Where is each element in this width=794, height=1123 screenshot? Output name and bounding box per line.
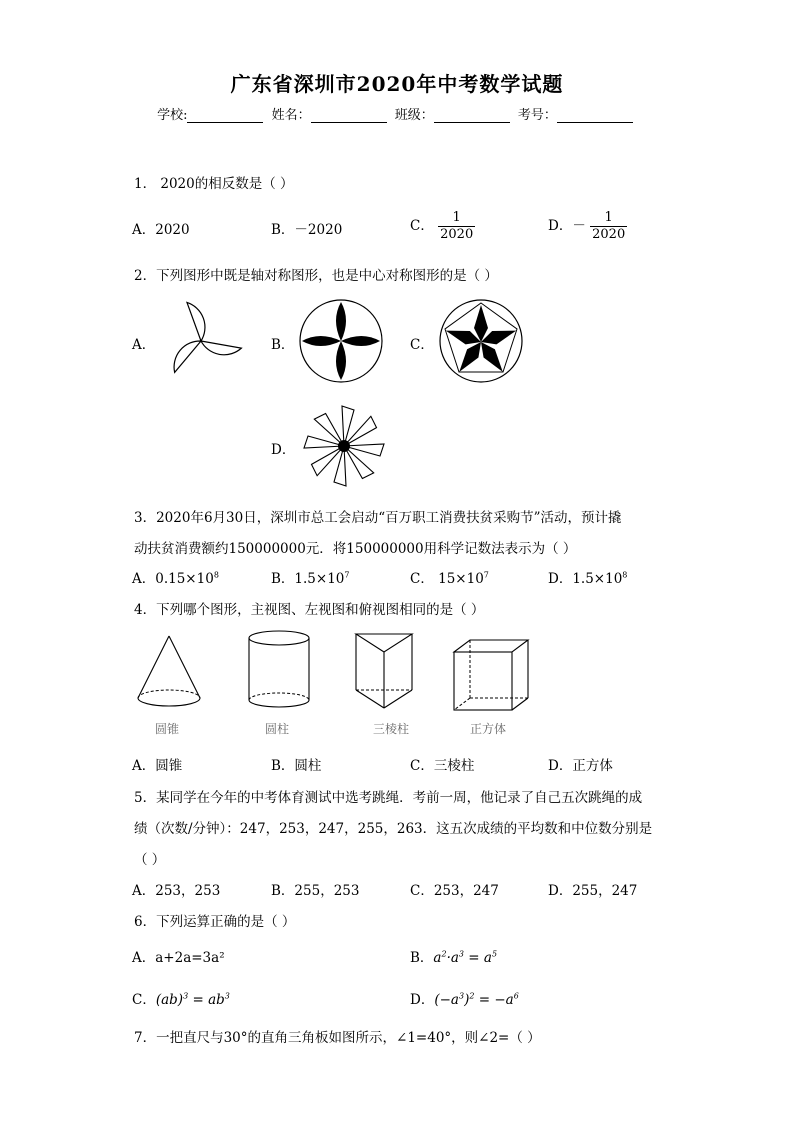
school-blank[interactable] [187,108,263,123]
q4-option-a: A．圆锥 [132,758,183,774]
q1-option-b: B．－2020 [271,222,343,238]
q3-option-c-exponent: 7 [483,570,489,580]
q1-option-a: A．2020 [132,222,190,238]
question-2-stem: 2．下列图形中既是轴对称图形，也是中心对称图形的是（ ） [134,268,498,284]
q1-option-c [410,210,475,243]
page-title: 广东省深圳市2020年中考数学试题 [230,72,564,96]
question-3-line-1: 3．2020年6月30日，深圳市总工会启动“百万职工消费扶贫采购节”活动，预计撬 [134,510,622,526]
question-5-line-2: 绩（次数/分钟）：247，253，247，255，263．这五次成绩的平均数和中位数分别是 [134,821,653,837]
q1-option-c-label: C． [410,218,434,234]
star-circle-figure [438,298,524,384]
student-info-line [0,104,794,123]
q1-option-d [548,210,627,243]
question-3-line-2: 动扶贫消费额约150000000元．将150000000用科学记数法表示为（ ） [134,541,577,557]
q2-option-c: C． [410,337,434,353]
exam-number-label: 考号： [517,108,557,123]
fraction-denominator: 2020 [440,227,474,242]
question-7-stem: 7．一把直尺与30°的直角三角板如图所示，∠1=40°，则∠2=（ ） [134,1030,541,1046]
question-1-stem: 1． 2020的相反数是（ ） [134,176,294,192]
question-5-line-3: （ ） [134,852,166,868]
pinwheel-figure [156,296,246,386]
q3-option-b-exponent: 7 [344,570,350,580]
q6-option-a [132,946,225,966]
q6-option-d-formula: $(-a^3)^2 = -a^6$ [434,991,519,1008]
q4-option-b: B．圆柱 [271,758,322,774]
q5-option-b: B．255，253 [271,883,360,899]
cone-figure [134,632,204,712]
question-4-stem: 4．下列哪个图形，主视图、左视图和俯视图相同的是（ ） [134,602,485,618]
q2-option-b: B． [271,337,295,353]
q6-option-c-formula: $(ab)^3 = ab^3$ [155,991,230,1008]
class-label: 班级： [394,108,434,123]
q3-option-d [548,567,627,587]
q4-option-d: D．正方体 [548,758,613,774]
q3-option-c-text: C． 15×10 [410,571,484,587]
q1-option-d-fraction [590,210,627,243]
cylinder-figure [244,628,314,712]
cube-figure [450,636,532,714]
triangular-prism-figure [352,630,416,714]
q1-option-d-label: D．－ [548,218,586,234]
q5-option-c: C．253，247 [410,883,499,899]
cone-label: 圆锥 [155,722,180,736]
question-5-line-1: 5．某同学在今年的中考体育测试中选考跳绳．考前一周，他记录了自己五次跳绳的成 [134,790,643,806]
q6-option-b-label: B． [410,950,434,966]
q2-option-d: D． [271,442,296,458]
q6-option-a-expression: a+2a=3a² [155,950,225,966]
q3-option-b-text: B．1.5×10 [271,571,345,587]
q6-option-d-label: D． [410,992,435,1008]
q6-option-c [132,988,230,1008]
q4-option-c: C．三棱柱 [410,758,475,774]
fraction-denominator: 2020 [592,227,626,242]
name-blank[interactable] [311,108,387,123]
q1-option-c-fraction [438,210,475,243]
q3-option-a-text: A．0.15×10 [132,571,214,587]
school-label: 学校: [157,108,188,123]
question-6-stem: 6．下列运算正确的是（ ） [134,914,296,930]
fraction-numerator: 1 [452,210,461,225]
q2-option-a: A． [132,337,156,353]
q3-option-d-exponent: 8 [622,570,628,580]
q5-option-d: D．255，247 [548,883,638,899]
q6-option-a-label: A． [132,950,156,966]
class-blank[interactable] [434,108,510,123]
cylinder-label: 圆柱 [265,722,290,736]
q3-option-a [132,567,219,587]
fraction-numerator: 1 [604,210,613,225]
triangular-prism-label: 三棱柱 [373,722,410,736]
exam-number-blank[interactable] [557,108,633,123]
name-label: 姓名： [271,108,311,123]
q3-option-d-text: D．1.5×10 [548,571,623,587]
q3-option-c [410,567,489,587]
q6-option-c-label: C． [132,992,156,1008]
four-petal-circle-figure [298,298,384,384]
q6-option-b-formula: $a^2\cdot a^3 = a^5$ [433,949,498,966]
q6-option-b [410,946,497,966]
q3-option-a-exponent: 8 [213,570,219,580]
windmill-figure [298,400,390,492]
q6-option-d [410,988,519,1008]
q5-option-a: A．253，253 [132,883,221,899]
cube-label: 正方体 [470,722,507,736]
q3-option-b [271,567,349,587]
